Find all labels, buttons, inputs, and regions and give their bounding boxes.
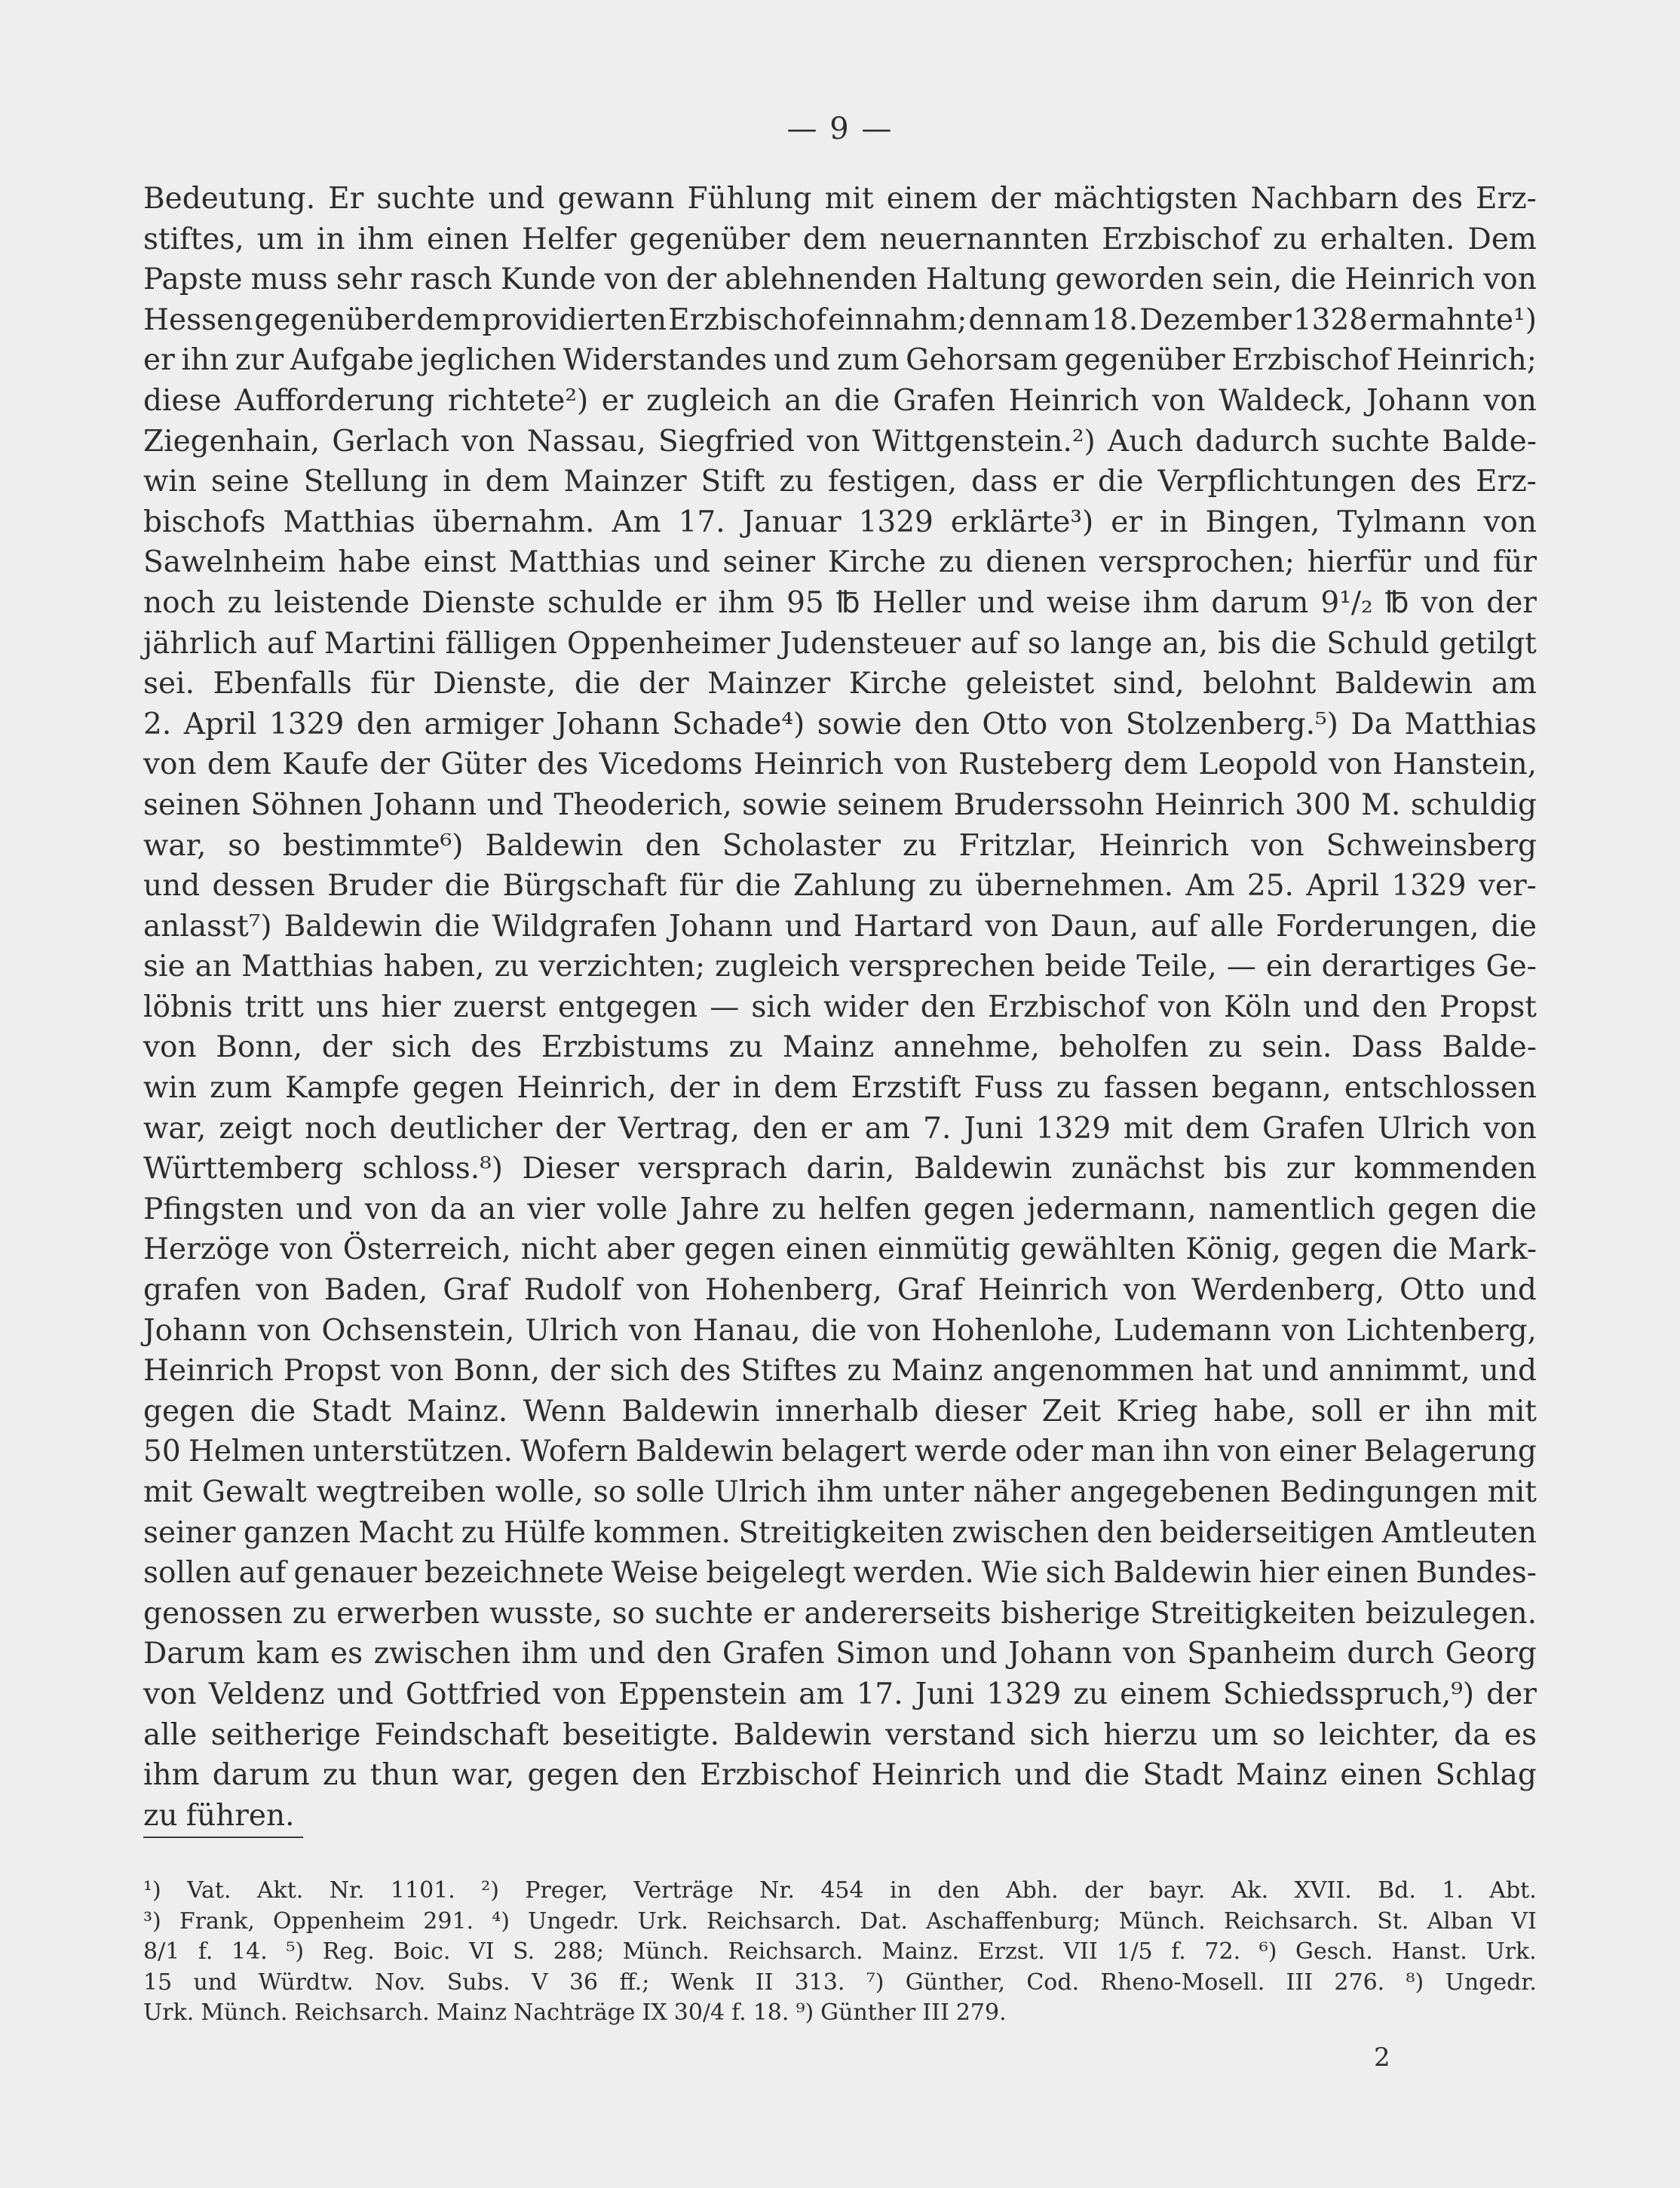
body-line: Pfingsten und von da an vier volle Jahre zu helfen gegen jedermann, namentlich gegen die [143, 1192, 1537, 1226]
body-line: 2. April 1329 den armiger Johann Schade⁴) sowie den Otto von Stolzenberg.⁵) Da Matthias [143, 707, 1537, 741]
footnote-line: 15 und Würdtw. Nov. Subs. V 36 ff.; Wenk II 313. ⁷) Günther, Cod. Rheno-Mosell. III 276. ⁸) Ungedr. [143, 1969, 1537, 1996]
body-line: bischofs Matthias übernahm. Am 17. Januar 1329 erklärte³) er in Bingen, Tylmann von [143, 505, 1537, 539]
signature-mark: 2 [1374, 2042, 1390, 2073]
body-line: seinen Söhnen Johann und Theoderich, sowie seinem Bruderssohn Heinrich 300 M. schuldig [143, 787, 1537, 822]
body-line: und dessen Bruder die Bürgschaft für die Zahlung zu übernehmen. Am 25. April 1329 ver- [143, 869, 1537, 904]
body-line: von Bonn, der sich des Erzbistums zu Mainz annehme, beholfen zu sein. Dass Balde- [143, 1030, 1537, 1065]
footnote-line: ¹) Vat. Akt. Nr. 1101. ²) Preger, Verträge Nr. 454 in den Abh. der bayr. Ak. XVII. Bd. 1. Abt. [143, 1877, 1537, 1904]
footnotes [143, 1876, 1537, 2029]
body-line: grafen von Baden, Graf Rudolf von Hohenberg, Graf Heinrich von Werdenberg, Otto und [143, 1273, 1537, 1308]
body-line: noch zu leistende Dienste schulde er ihm 95 ℔ Heller und weise ihm darum 9¹/₂ ℔ von der [143, 585, 1537, 620]
footnote-line: ³) Frank, Oppenheim 291. ⁴) Ungedr. Urk. Reichsarch. Dat. Aschaffenburg; Münch. Reichsarch. St. Alban VI [143, 1907, 1537, 1935]
body-line: Johann von Ochsenstein, Ulrich von Hanau, die von Hohenlohe, Ludemann von Lichtenberg, [143, 1313, 1537, 1348]
body-line: zu führen. [143, 1798, 295, 1833]
body-line: Sawelnheim habe einst Matthias und seiner Kirche zu dienen versprochen; hierfür und für [143, 545, 1537, 580]
body-line: win zum Kampfe gegen Heinrich, der in dem Erzstift Fuss zu fassen begann, entschlossen [143, 1071, 1537, 1106]
body-line: win seine Stellung in dem Mainzer Stift zu festigen, dass er die Verpflichtungen des Erz- [143, 465, 1537, 499]
body-line: stiftes, um in ihm einen Helfer gegenüber dem neuernannten Erzbischof zu erhalten. Dem [143, 222, 1537, 256]
body-line: seiner ganzen Macht zu Hülfe kommen. Streitigkeiten zwischen den beiderseitigen Amtleuten [143, 1515, 1537, 1550]
body-line: war, so bestimmte⁶) Baldewin den Scholaster zu Fritzlar, Heinrich von Schweinsberg [143, 828, 1537, 863]
footnote-line: Urk. Münch. Reichsarch. Mainz Nachträge IX 30/4 f. 18. ⁹) Günther III 279. [143, 1999, 1007, 2026]
body-line: war, zeigt noch deutlicher der Vertrag, den er am 7. Juni 1329 mit dem Grafen Ulrich von [143, 1111, 1537, 1146]
body-text [143, 179, 1537, 1836]
body-line: von Veldenz und Gottfried von Eppenstein am 17. Juni 1329 zu einem Schiedsspruch,⁹) der [143, 1677, 1537, 1711]
body-line: anlasst⁷) Baldewin die Wildgrafen Johann und Hartard von Daun, auf alle Forderungen, die [143, 909, 1537, 944]
footnote-divider [143, 1837, 303, 1838]
body-line: sollen auf genauer bezeichnete Weise beigelegt werden. Wie sich Baldewin hier einen Bundes- [143, 1556, 1537, 1591]
body-line: jährlich auf Martini fälligen Oppenheimer Judensteuer auf so lange an, bis die Schuld getilgt [143, 626, 1537, 661]
body-line: Ziegenhain, Gerlach von Nassau, Siegfried von Wittgenstein.²) Auch dadurch suchte Balde- [143, 424, 1537, 459]
body-line: von dem Kaufe der Güter des Vicedoms Heinrich von Rusteberg dem Leopold von Hanstein, [143, 747, 1537, 782]
body-line: sei. Ebenfalls für Dienste, die der Mainzer Kirche geleistet sind, belohnt Baldewin am [143, 667, 1537, 701]
body-line: Württemberg schloss.⁸) Dieser versprach darin, Baldewin zunächst bis zur kommenden [143, 1152, 1537, 1186]
body-line: er ihn zur Aufgabe jeglichen Widerstandes und zum Gehorsam gegenüber Erzbischof Heinrich; [143, 343, 1537, 378]
body-line: mit Gewalt wegtreiben wolle, so solle Ulrich ihm unter näher angegebenen Bedingungen mit [143, 1475, 1537, 1509]
body-line: Bedeutung. Er suchte und gewann Fühlung mit einem der mächtigsten Nachbarn des Erz- [143, 182, 1537, 216]
body-line: diese Aufforderung richtete²) er zugleich an die Grafen Heinrich von Waldeck, Johann von [143, 383, 1537, 418]
body-line: Heinrich Propst von Bonn, der sich des Stiftes zu Mainz angenommen hat und annimmt, und [143, 1354, 1537, 1389]
body-line: alle seitherige Feindschaft beseitigte. Baldewin verstand sich hierzu um so leichter, da es [143, 1717, 1537, 1752]
body-line: Darum kam es zwischen ihm und den Grafen Simon und Johann von Spanheim durch Georg [143, 1637, 1537, 1671]
body-line: Hessen gegenüber dem providierten Erzbischof einnahm; denn am 18. Dezember 1328 ermahnte¹) [143, 302, 1537, 337]
body-line: ihm darum zu thun war, gegen den Erzbischof Heinrich und die Stadt Mainz einen Schlag [143, 1758, 1537, 1793]
body-line: löbnis tritt uns hier zuerst entgegen — sich wider den Erzbischof von Köln und den Propst [143, 990, 1537, 1024]
body-line: 50 Helmen unterstützen. Wofern Baldewin belagert werde oder man ihn von einer Belagerung [143, 1435, 1537, 1469]
body-line: sie an Matthias haben, zu verzichten; zugleich versprechen beide Teile, — ein derartiges Ge- [143, 950, 1537, 984]
body-line: Herzöge von Österreich, nicht aber gegen einen einmütig gewählten König, gegen die Mark- [143, 1232, 1537, 1267]
body-line: Papste muss sehr rasch Kunde von der ablehnenden Haltung geworden sein, die Heinrich von [143, 262, 1537, 297]
body-line: genossen zu erwerben wusste, so suchte er andererseits bisherige Streitigkeiten beizulegen. [143, 1596, 1537, 1631]
body-line: gegen die Stadt Mainz. Wenn Baldewin innerhalb dieser Zeit Krieg habe, soll er ihn mit [143, 1394, 1537, 1428]
footnote-line: 8/1 f. 14. ⁵) Reg. Boic. VI S. 288; Münch. Reichsarch. Mainz. Erzst. VII 1/5 f. 72. ⁶) Gesch. Hanst. Urk. [143, 1938, 1537, 1965]
page-number: — 9 — [786, 112, 894, 146]
